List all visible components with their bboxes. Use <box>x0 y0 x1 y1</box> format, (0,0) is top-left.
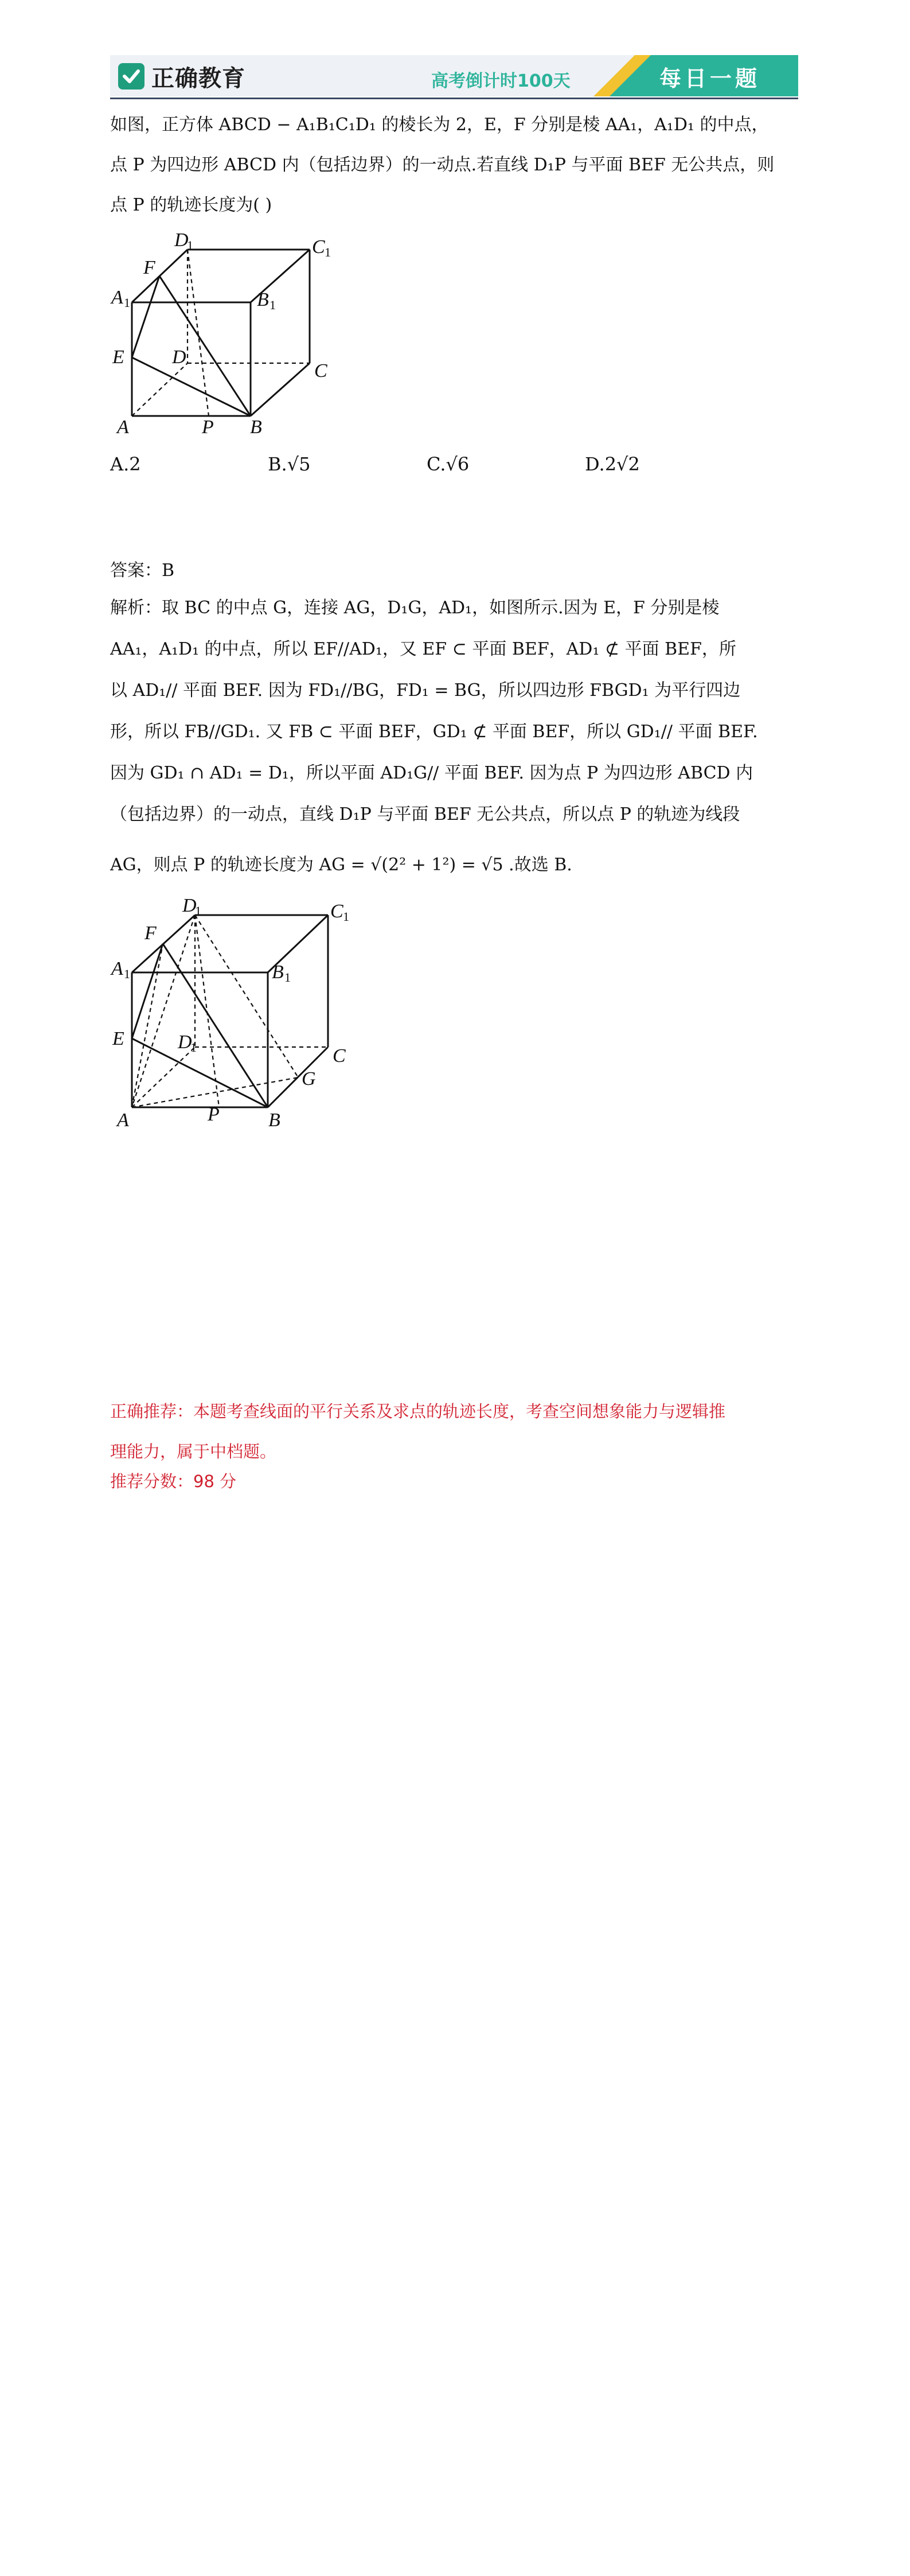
recommend-line-2: 理能力，属于中档题。 <box>110 1442 277 1461</box>
label-C: C <box>333 1045 346 1067</box>
svg-text:1: 1 <box>325 245 331 259</box>
label-B: B <box>250 417 262 438</box>
label-B1: B <box>272 962 284 983</box>
question-line-3: 点 P 的轨迹长度为( ) <box>110 195 272 215</box>
daily-title: 每日一题 <box>659 66 761 91</box>
label-B: B <box>268 1110 280 1131</box>
recommend-score: 推荐分数：98 分 <box>110 1472 237 1491</box>
answer-line: 答案：B <box>110 561 175 581</box>
label-P: P <box>202 417 214 438</box>
label-G: G <box>302 1068 316 1089</box>
brand-name: 正确教育 <box>151 65 245 92</box>
option-a[interactable]: A.2 <box>110 453 141 475</box>
label-F: F <box>143 257 155 278</box>
svg-text:1: 1 <box>343 909 349 924</box>
analysis-line-7: AG，则点 P 的轨迹长度为 AG = √(2² + 1²) = √5 .故选 B. <box>110 855 572 875</box>
analysis-line-5: 因为 GD₁ ∩ AD₁ = D₁，所以平面 AD₁G// 平面 BEF. 因为点 P 为四边形 ABCD 内 <box>110 763 753 783</box>
label-C1: C <box>312 236 325 258</box>
svg-text:1: 1 <box>270 298 276 312</box>
option-b[interactable]: B.√5 <box>268 453 311 475</box>
cube-figure-2 <box>110 892 362 1133</box>
question-line-2: 点 P 为四边形 ABCD 内（包括边界）的一动点.若直线 D₁P 与平面 BEF 无公共点，则 <box>110 155 775 175</box>
label-F: F <box>144 923 157 944</box>
cube-figure-1 <box>110 232 351 445</box>
analysis-line-4: 形，所以 FB//GD₁. 又 FB ⊂ 平面 BEF，GD₁ ⊄ 平面 BEF，所以 GD₁// 平面 BEF. <box>110 722 758 742</box>
svg-text:1: 1 <box>187 238 193 252</box>
recommend-line-1: 正确推荐：本题考查线面的平行关系及求点的轨迹长度，考查空间想象能力与逻辑推 <box>110 1402 726 1421</box>
svg-text:1: 1 <box>195 904 201 918</box>
label-D1: D <box>174 232 189 251</box>
header-divider <box>110 98 798 99</box>
label-B1: B <box>257 289 269 310</box>
label-D1: D <box>182 895 197 916</box>
label-D: D <box>178 1032 192 1053</box>
svg-text:1: 1 <box>124 967 130 981</box>
svg-text:1: 1 <box>190 1040 197 1054</box>
label-C: C <box>314 360 327 382</box>
label-A: A <box>117 417 129 438</box>
label-A1: A <box>111 287 123 308</box>
countdown-text: 高考倒计时100天 <box>431 71 571 91</box>
label-A1: A <box>111 958 123 979</box>
label-E: E <box>112 347 124 368</box>
svg-text:1: 1 <box>124 295 130 310</box>
label-E: E <box>112 1028 124 1049</box>
option-d[interactable]: D.2√2 <box>585 453 640 475</box>
analysis-line-3: 以 AD₁// 平面 BEF. 因为 FD₁//BG，FD₁ = BG，所以四边形 FBGD₁ 为平行四边 <box>110 680 741 701</box>
label-D: D <box>172 347 186 368</box>
analysis-line-6: （包括边界）的一动点，直线 D₁P 与平面 BEF 无公共点，所以点 P 的轨迹为线段 <box>110 804 740 824</box>
svg-text:1: 1 <box>284 970 291 985</box>
analysis-line-1: 解析：取 BC 的中点 G，连接 AG，D₁G，AD₁，如图所示.因为 E，F 分别是棱 <box>110 598 720 618</box>
question-line-1: 如图，正方体 ABCD − A₁B₁C₁D₁ 的棱长为 2，E，F 分别是棱 AA₁，A₁D₁ 的中点， <box>110 115 769 135</box>
label-A: A <box>117 1110 129 1131</box>
check-icon <box>118 63 144 90</box>
label-P: P <box>208 1104 220 1125</box>
label-C1: C <box>330 901 343 922</box>
analysis-line-2: AA₁，A₁D₁ 的中点，所以 EF//AD₁，又 EF ⊂ 平面 BEF，AD₁ ⊄ 平面 BEF，所 <box>110 639 736 659</box>
brand-logo <box>118 62 245 91</box>
option-c[interactable]: C.√6 <box>427 453 470 475</box>
